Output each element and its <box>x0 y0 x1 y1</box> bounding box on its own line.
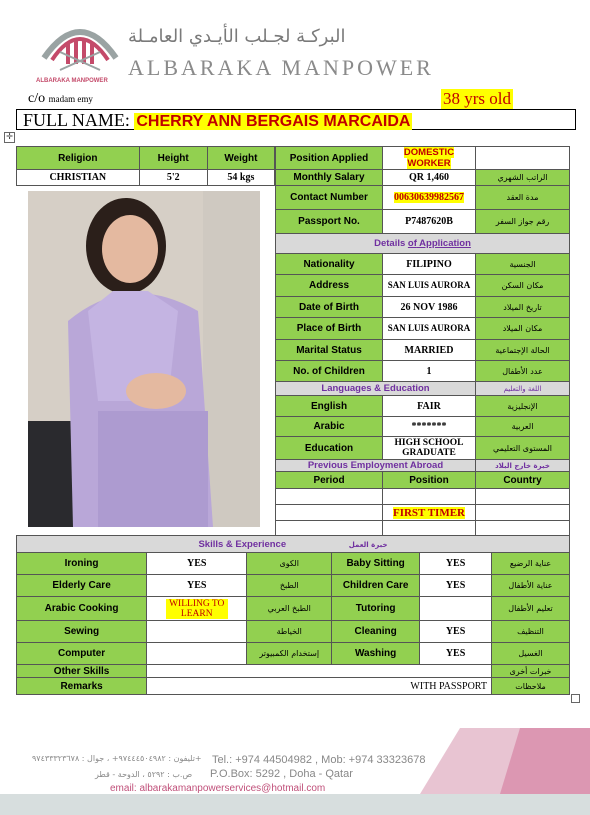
contact-arabic: مدة العقد <box>476 186 570 210</box>
marital-arabic: الحالة الإجتماعية <box>476 340 570 361</box>
logo-caption: ALBARAKA MANPOWER <box>36 78 108 84</box>
skill-washing-arabic: الغسيل <box>491 643 569 665</box>
skill-babysitting-label: Baby Sitting <box>332 553 420 575</box>
skill-tutoring-value <box>420 597 492 621</box>
skill-tutoring-arabic: تعليم الأطفال <box>491 597 569 621</box>
skill-childcare-arabic: عناية الأطفال <box>491 575 569 597</box>
dob-row <box>276 297 570 318</box>
skill-childcare-value: YES <box>420 575 492 597</box>
arabic-arabic: العربية <box>476 417 570 437</box>
applicant-photo <box>28 191 260 527</box>
care-of-prefix: c/o <box>28 91 46 106</box>
education-row <box>276 437 570 460</box>
care-of-name: madam emy <box>48 94 93 104</box>
skill-computer-label: Computer <box>17 643 147 665</box>
skill-sewing-value <box>147 621 247 643</box>
address-row <box>276 275 570 297</box>
skill-ironing-arabic: الكوى <box>247 553 332 575</box>
table-resize-handle-icon[interactable] <box>571 694 580 703</box>
salary-arabic: الراتب الشهري <box>476 170 570 186</box>
skills-table <box>16 535 570 695</box>
remarks-label: Remarks <box>17 678 147 695</box>
position-table <box>275 146 570 537</box>
education-value: HIGH SCHOOL GRADUATE <box>383 437 476 460</box>
skill-cleaning-arabic: التنظيف <box>491 621 569 643</box>
skills-section-title <box>17 536 570 553</box>
children-value: 1 <box>383 361 476 382</box>
period-header: Period <box>276 472 383 489</box>
logo-mark-icon <box>38 12 122 80</box>
children-row <box>276 361 570 382</box>
application-title-pre: Details <box>374 238 408 249</box>
skill-cleaning-value: YES <box>420 621 492 643</box>
skill-babysitting-arabic: عناية الرضيع <box>491 553 569 575</box>
languages-section-title: Languages & Education <box>276 382 476 396</box>
company-name-english: ALBARAKA MANPOWER <box>128 55 434 80</box>
dob-label: Date of Birth <box>276 297 383 318</box>
skill-computer-value <box>147 643 247 665</box>
employment-row <box>276 505 570 521</box>
full-name-colon: : <box>124 110 130 130</box>
position-header: Position <box>383 472 476 489</box>
full-name-value: CHERRY ANN BERGAIS MARCAIDA <box>136 113 411 130</box>
skill-babysitting-value: YES <box>420 553 492 575</box>
marital-value: MARRIED <box>383 340 476 361</box>
skill-arabic-cooking-label: Arabic Cooking <box>17 597 147 621</box>
arabic-row <box>276 417 570 437</box>
dob-arabic: تاريخ الميلاد <box>476 297 570 318</box>
skill-computer-arabic: إستخدام الكمبيوتر <box>247 643 332 665</box>
full-name-row <box>16 109 576 130</box>
skill-elderly-arabic: الطبخ <box>247 575 332 597</box>
skill-row <box>17 553 570 575</box>
care-of-line <box>28 91 93 107</box>
skill-washing-label: Washing <box>332 643 420 665</box>
skills-title-arabic: خبرة العمل <box>348 540 388 549</box>
religion-value: CHRISTIAN <box>17 170 140 186</box>
footer-phone-arabic: تليفون : ٩٧٤٤٤٥٠٤٩٨٢+ ، جوال : ٩٧٤٣٣٣٢٣٦٧٨+ <box>32 754 202 763</box>
application-section-title <box>276 234 570 254</box>
salary-label: Monthly Salary <box>276 170 383 186</box>
nationality-arabic: الجنسية <box>476 254 570 275</box>
pob-row <box>276 318 570 340</box>
english-label: English <box>276 396 383 417</box>
skills-title: Skills & Experience <box>198 538 287 550</box>
nationality-label: Nationality <box>276 254 383 275</box>
full-name-label: FULL NAME <box>23 110 125 130</box>
footer-phone: Tel.: +974 44504982 , Mob: +974 33323678 <box>212 754 426 766</box>
country-header: Country <box>476 472 570 489</box>
position-value: DOMESTIC WORKER <box>403 147 455 169</box>
first-timer-cell <box>383 505 476 521</box>
footer-address: P.O.Box: 5292 , Doha - Qatar <box>210 768 353 780</box>
skill-arabic-cooking-arabic: الطبخ العربي <box>247 597 332 621</box>
footer-email[interactable]: email: albarakamanpowerservices@hotmail.com <box>110 783 326 794</box>
marital-row <box>276 340 570 361</box>
height-label: Height <box>139 147 207 170</box>
contact-cell <box>383 186 476 210</box>
pob-arabic: مكان الميلاد <box>476 318 570 340</box>
address-value: SAN LUIS AURORA <box>383 275 476 297</box>
application-title-of: of <box>407 238 417 249</box>
education-label: Education <box>276 437 383 460</box>
marital-label: Marital Status <box>276 340 383 361</box>
skill-row <box>17 597 570 621</box>
skill-elderly-label: Elderly Care <box>17 575 147 597</box>
address-label: Address <box>276 275 383 297</box>
skill-childcare-label: Children Care <box>332 575 420 597</box>
children-arabic: عدد الأطفال <box>476 361 570 382</box>
skill-ironing-label: Ironing <box>17 553 147 575</box>
skill-sewing-label: Sewing <box>17 621 147 643</box>
remarks-value: WITH PASSPORT <box>147 678 492 695</box>
skill-row <box>17 621 570 643</box>
passport-arabic: رقم جواز السفر <box>476 210 570 234</box>
contact-value: 00630639982567 <box>394 192 464 203</box>
pob-value: SAN LUIS AURORA <box>383 318 476 340</box>
arabic-label: Arabic <box>276 417 383 437</box>
arabic-value: ******* <box>383 417 476 437</box>
skill-row <box>17 575 570 597</box>
nationality-value: FILIPINO <box>383 254 476 275</box>
education-arabic: المستوى التعليمي <box>476 437 570 460</box>
personal-basics-table <box>16 146 275 186</box>
skill-cleaning-label: Cleaning <box>332 621 420 643</box>
footer-address-arabic: ص.ب : ٥٢٩٢ ، الدوحة - قطر <box>95 770 193 779</box>
remarks-arabic: ملاحظات <box>491 678 569 695</box>
weight-label: Weight <box>207 147 274 170</box>
position-empty <box>476 147 570 170</box>
application-title-app: Application <box>416 238 471 249</box>
skill-ironing-value: YES <box>147 553 247 575</box>
employment-row <box>276 489 570 505</box>
passport-label: Passport No. <box>276 210 383 234</box>
table-move-handle-icon[interactable]: ✛ <box>4 132 15 143</box>
applicant-photo-image <box>28 191 260 527</box>
skill-row <box>17 643 570 665</box>
passport-value: P7487620B <box>383 210 476 234</box>
skill-elderly-value: YES <box>147 575 247 597</box>
employment-section-arabic: خبرة خارج البلاد <box>476 460 570 472</box>
dob-value: 26 NOV 1986 <box>383 297 476 318</box>
weight-value: 54 kgs <box>207 170 274 186</box>
languages-section-arabic: اللغة والتعليم <box>476 382 570 396</box>
salary-value: QR 1,460 <box>383 170 476 186</box>
skill-sewing-arabic: الخياطة <box>247 621 332 643</box>
english-row <box>276 396 570 417</box>
company-name-arabic: البركـة لجـلب الأيـدي العامـلة <box>128 26 346 47</box>
other-skills-arabic: خبرات أخرى <box>491 665 569 678</box>
skill-arabic-cooking-value: WILLING TO LEARN <box>166 599 228 619</box>
contact-label: Contact Number <box>276 186 383 210</box>
address-arabic: مكان السكن <box>476 275 570 297</box>
children-label: No. of Children <box>276 361 383 382</box>
other-skills-label: Other Skills <box>17 665 147 678</box>
other-skills-value <box>147 665 492 678</box>
skill-tutoring-label: Tutoring <box>332 597 420 621</box>
first-timer-value: FIRST TIMER <box>392 506 466 519</box>
english-value: FAIR <box>383 396 476 417</box>
age-badge: 38 yrs old <box>443 89 511 108</box>
pob-label: Place of Birth <box>276 318 383 340</box>
height-value: 5'2 <box>139 170 207 186</box>
position-label: Position Applied <box>276 147 383 170</box>
english-arabic: الإنجليزية <box>476 396 570 417</box>
position-cell <box>383 147 476 170</box>
employment-section-title: Previous Employment Abroad <box>276 460 476 472</box>
nationality-row <box>276 254 570 275</box>
skill-washing-value: YES <box>420 643 492 665</box>
religion-label: Religion <box>17 147 140 170</box>
skill-arabic-cooking-cell <box>147 597 247 621</box>
